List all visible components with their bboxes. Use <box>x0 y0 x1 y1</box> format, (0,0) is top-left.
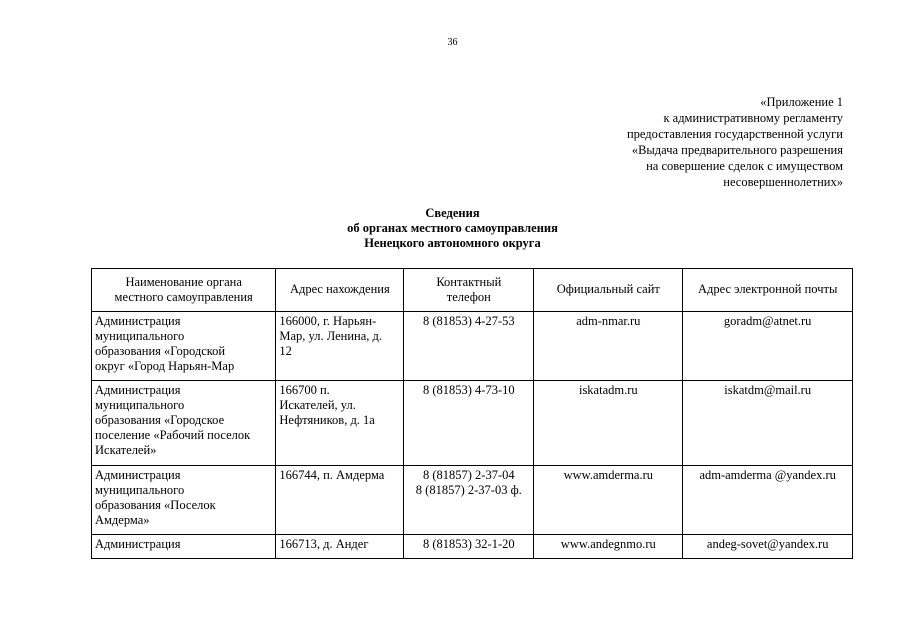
cell-text: Искателей» <box>95 443 157 457</box>
cell-text: муниципального <box>95 329 185 343</box>
cell-site <box>534 312 683 381</box>
cell-name <box>92 381 276 466</box>
document-heading <box>0 206 905 251</box>
appendix-line: несовершеннолетних» <box>723 175 843 189</box>
cell-text: www.andegnmo.ru <box>560 537 656 551</box>
cell-address <box>276 466 404 535</box>
page-number: 36 <box>447 37 458 48</box>
cell-text: andeg-sovet@yandex.ru <box>706 537 829 551</box>
cell-text: Искателей, ул. <box>279 398 356 412</box>
appendix-line: «Выдача предварительного разрешения <box>631 143 843 157</box>
cell-name <box>92 535 276 559</box>
agencies-table <box>91 268 853 559</box>
header-text: Адрес электронной почты <box>698 282 838 296</box>
cell-text: iskatadm.ru <box>578 383 638 397</box>
cell-text: Администрация <box>95 537 181 551</box>
cell-text: Нефтяников, д. 1а <box>279 413 375 427</box>
header-text: Контактный <box>436 274 502 289</box>
header-phone <box>404 269 534 312</box>
cell-address <box>276 381 404 466</box>
header-address <box>276 269 404 312</box>
cell-text: 8 (81853) 32-1-20 <box>422 537 515 551</box>
appendix-line: предоставления государственной услуги <box>626 127 843 141</box>
header-text: местного самоуправления <box>114 289 253 304</box>
table-row <box>92 466 853 535</box>
cell-text: муниципального <box>95 398 185 412</box>
cell-site <box>534 381 683 466</box>
cell-text: образования «Поселок <box>95 498 216 512</box>
cell-text: adm-amderma @yandex.ru <box>699 468 836 482</box>
cell-text: adm-nmar.ru <box>576 314 641 328</box>
heading-line: Ненецкого автономного округа <box>364 236 541 250</box>
cell-address <box>276 312 404 381</box>
cell-text: 166700 п. <box>279 383 330 397</box>
cell-text: образования «Городской <box>95 344 226 358</box>
cell-text: 8 (81853) 4-73-10 <box>422 383 515 397</box>
cell-text: iskatdm@mail.ru <box>724 383 812 397</box>
cell-email <box>683 312 853 381</box>
header-text: Официальный сайт <box>556 282 660 296</box>
cell-text: 166000, г. Нарьян- <box>279 314 377 328</box>
appendix-line: на совершение сделок с имуществом <box>646 159 843 173</box>
cell-name <box>92 466 276 535</box>
appendix-line: «Приложение 1 <box>760 95 843 109</box>
cell-text: Мар, ул. Ленина, д. <box>279 329 382 343</box>
cell-text: 12 <box>279 344 292 358</box>
header-site <box>534 269 683 312</box>
cell-email <box>683 466 853 535</box>
table-header-row <box>92 269 853 312</box>
cell-email <box>683 381 853 466</box>
cell-name <box>92 312 276 381</box>
cell-site <box>534 535 683 559</box>
cell-text: 8 (81857) 2-37-03 ф. <box>415 483 522 497</box>
cell-text: округ «Город Нарьян-Мар <box>95 359 235 373</box>
table-row <box>92 312 853 381</box>
header-name <box>92 269 276 312</box>
cell-site <box>534 466 683 535</box>
cell-text: муниципального <box>95 483 185 497</box>
cell-text: Амдерма» <box>95 513 150 527</box>
appendix-line: к административному регламенту <box>663 111 843 125</box>
cell-text: Администрация <box>95 383 181 397</box>
cell-text: 166744, п. Амдерма <box>279 468 385 482</box>
table-row <box>92 535 853 559</box>
cell-phone <box>404 466 534 535</box>
cell-address <box>276 535 404 559</box>
cell-phone <box>404 381 534 466</box>
header-email <box>683 269 853 312</box>
appendix-note <box>627 94 843 190</box>
cell-text: 8 (81853) 4-27-53 <box>422 314 515 328</box>
cell-text: 8 (81857) 2-37-04 <box>422 468 515 482</box>
table-row <box>92 381 853 466</box>
cell-phone <box>404 312 534 381</box>
cell-email <box>683 535 853 559</box>
cell-text: поселение «Рабочий поселок <box>95 428 251 442</box>
header-text: Наименование органа <box>125 274 242 289</box>
cell-text: образования «Городское <box>95 413 225 427</box>
cell-text: www.amderma.ru <box>563 468 654 482</box>
header-text: телефон <box>446 289 491 304</box>
heading-line: об органах местного самоуправления <box>347 221 558 235</box>
cell-text: Администрация <box>95 468 181 482</box>
cell-phone <box>404 535 534 559</box>
cell-text: goradm@atnet.ru <box>723 314 812 328</box>
cell-text: 166713, д. Андег <box>279 537 369 551</box>
header-text: Адрес нахождения <box>289 282 390 296</box>
heading-line: Сведения <box>425 206 480 220</box>
cell-text: Администрация <box>95 314 181 328</box>
